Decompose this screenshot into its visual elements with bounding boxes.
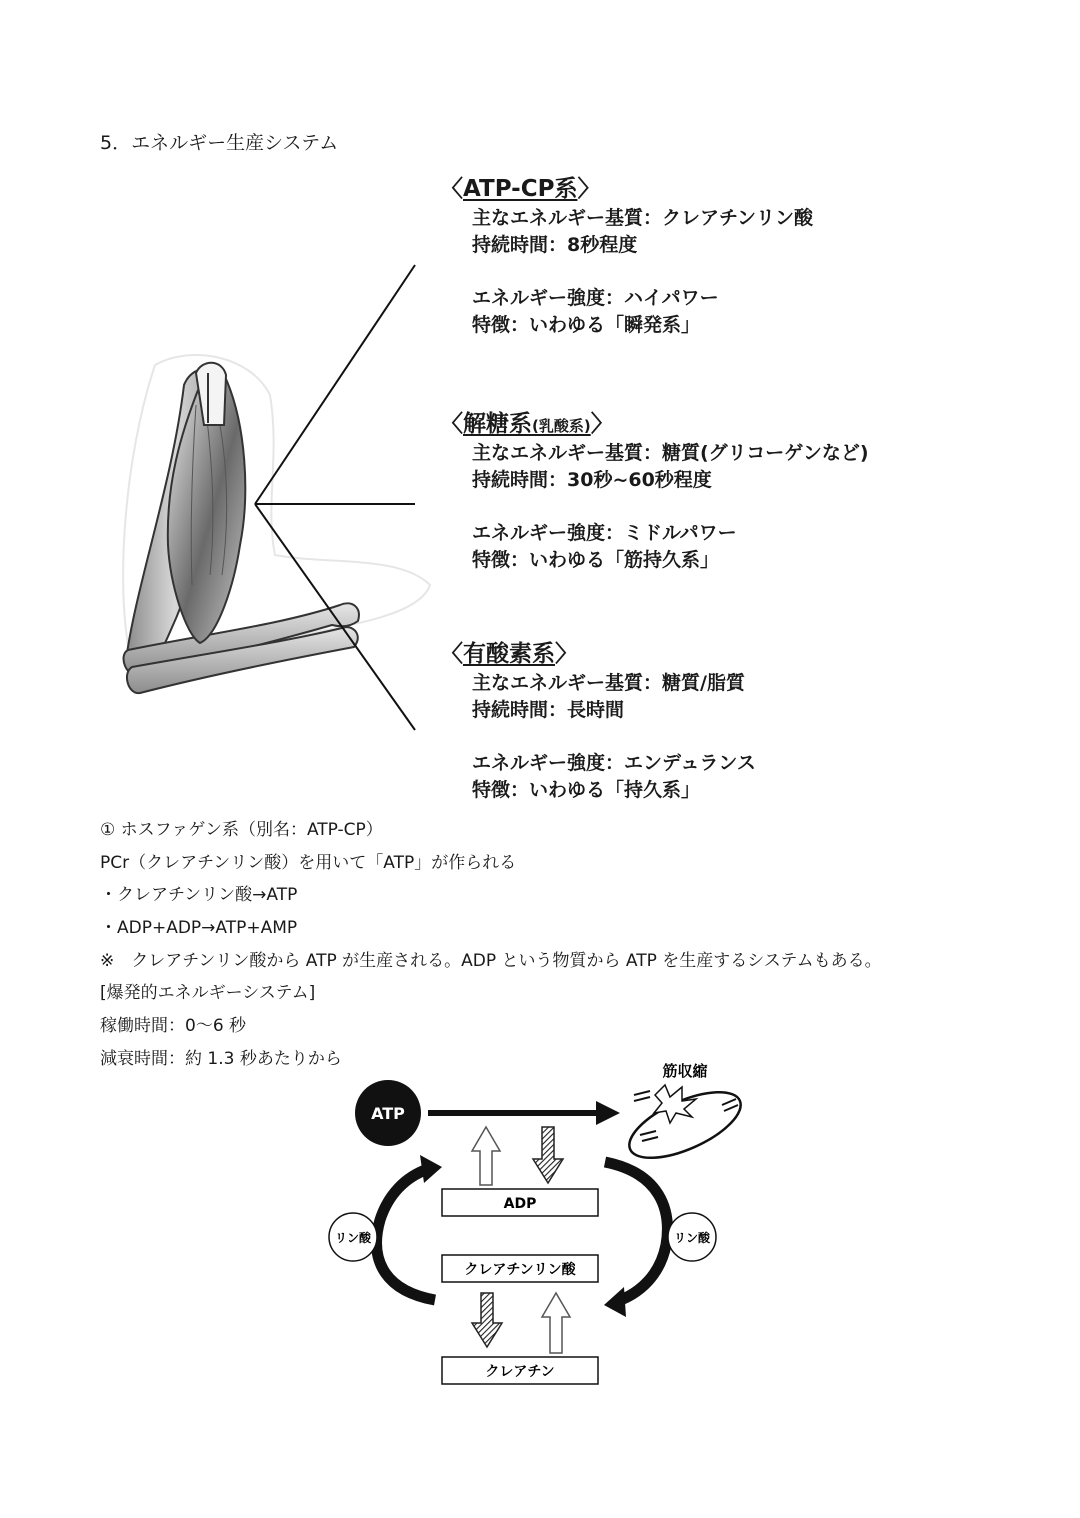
muscle-contraction-label: 筋収縮 [662,1062,708,1080]
system-duration: 持続時間：8秒程度 [472,234,638,256]
system-heading-glycolytic: 〈解糖系(乳酸系)〉 [440,411,614,437]
hollow-up-arrow [542,1293,570,1353]
section-title: 5．エネルギー生産システム [100,132,339,154]
hollow-up-arrow [472,1127,500,1185]
note-line: 減衰時間：約 1.3 秒あたりから [100,1048,342,1069]
phosphagen-notes [100,814,882,1076]
system-intensity: エネルギー強度：エンデュランス [472,752,756,774]
system-feature: 特徴：いわゆる「瞬発系」 [472,314,701,336]
system-substrate: 主なエネルギー基質：クレアチンリン酸 [472,207,814,229]
hatched-down-arrow [533,1127,563,1183]
arm-muscle-illustration [100,255,440,735]
system-feature: 特徴：いわゆる「持久系」 [472,779,701,801]
note-line: ・クレアチンリン酸→ATP [100,885,298,906]
phosphate-left-label: リン酸 [334,1231,372,1245]
note-line: ※ クレアチンリン酸から ATP が生産される。ADP という物質から ATP を生産するシステムもある。 [100,950,882,971]
hatched-down-arrow [472,1293,502,1347]
system-substrate: 主なエネルギー基質：糖質/脂質 [472,672,745,694]
system-substrate: 主なエネルギー基質：糖質(グリコーゲンなど) [472,442,869,464]
system-heading-atp-cp: 〈ATP-CP系〉 [440,176,601,202]
note-line: ① ホスファゲン系（別名：ATP-CP） [100,820,383,840]
note-line: ・ADP+ADP→ATP+AMP [100,918,298,939]
phosphocreatine-label: クレアチンリン酸 [464,1262,576,1278]
phosphate-right-label: リン酸 [673,1231,711,1245]
system-intensity: エネルギー強度：ハイパワー [472,287,719,309]
note-line: 稼働時間：0〜6 秒 [100,1016,247,1037]
system-duration: 持続時間：長時間 [472,699,625,721]
creatine-label: クレアチン [485,1364,555,1380]
note-line: PCr（クレアチンリン酸）を用いて「ATP」が作られる [100,852,517,873]
note-line: [爆発的エネルギーシステム] [100,983,316,1004]
system-duration: 持続時間：30秒~60秒程度 [472,469,712,491]
system-intensity: エネルギー強度：ミドルパワー [472,522,737,544]
adp-label: ADP [503,1196,537,1212]
atp-cycle-diagram [320,1055,760,1395]
atp-label: ATP [371,1104,405,1123]
system-feature: 特徴：いわゆる「筋持久系」 [472,549,720,571]
muscle-contraction-icon [620,1079,749,1172]
system-heading-aerobic: 〈有酸素系〉 [440,641,578,667]
